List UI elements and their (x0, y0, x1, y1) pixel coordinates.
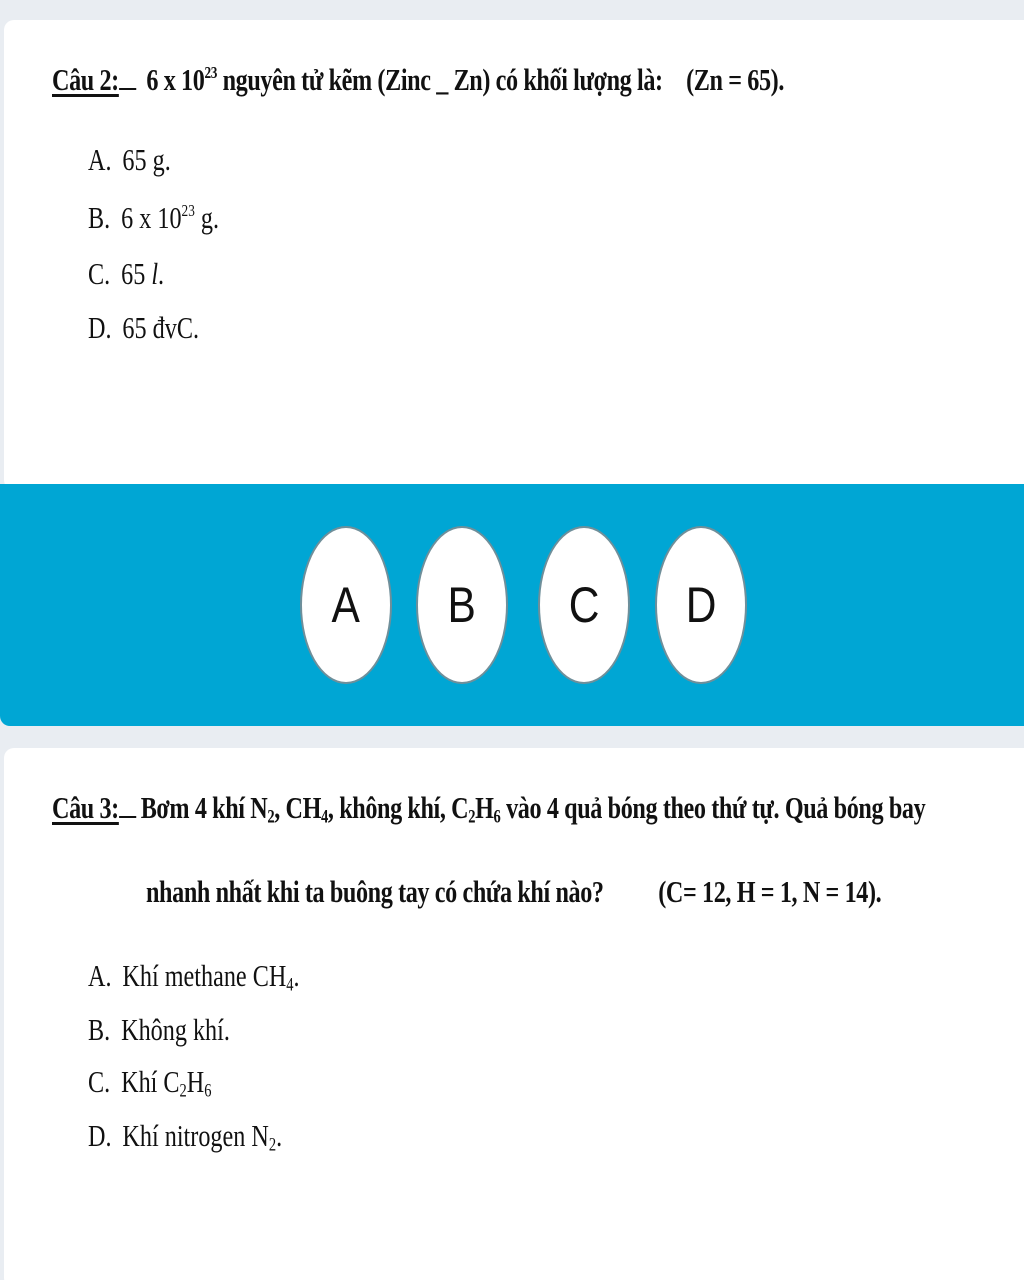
subscript: 4 (286, 974, 294, 996)
subscript: 4 (321, 806, 328, 828)
option-exponent: 23 (181, 201, 195, 221)
option-text: H (186, 1064, 205, 1099)
question-2-exponent: 23 (204, 63, 217, 83)
question-2-option-b (88, 200, 219, 236)
question-2-title (52, 62, 784, 98)
question-3-text: , không khí, C (327, 790, 469, 825)
option-text: Khí nitrogen N (122, 1118, 269, 1153)
question-3-option-d (88, 1118, 282, 1154)
subscript: 2 (179, 1080, 187, 1102)
option-unit: l (151, 256, 159, 291)
option-letter: B. (88, 200, 111, 235)
option-text: 65 g. (122, 142, 171, 177)
question-2-option-d (88, 310, 199, 346)
question-3-label-underline (119, 792, 136, 818)
subscript: 2 (468, 806, 476, 828)
option-letter: D. (88, 310, 112, 345)
question-3-text: , CH (274, 790, 322, 825)
option-text-end: . (158, 256, 165, 291)
option-text-post: g. (194, 200, 220, 235)
option-letter: A. (88, 142, 112, 177)
question-3-text: Bơm 4 khí N (140, 790, 268, 825)
question-2-given: (Zn = 65). (686, 62, 785, 97)
option-text-end: . (276, 1118, 283, 1153)
option-text-pre: 6 x 10 (121, 200, 182, 235)
option-text-end: . (293, 958, 300, 993)
answer-button-d[interactable] (655, 526, 747, 684)
question-3-option-a (88, 958, 300, 994)
answer-button-label: C (568, 577, 600, 633)
question-3-option-c (88, 1064, 212, 1100)
option-text: Không khí. (121, 1012, 230, 1047)
option-letter: B. (88, 1012, 111, 1047)
option-letter: D. (88, 1118, 112, 1153)
answer-button-a[interactable] (300, 526, 392, 684)
answer-button-label: B (447, 577, 477, 633)
question-2-option-a (88, 142, 171, 178)
option-text: Khí C (121, 1064, 180, 1099)
answer-band (0, 484, 1024, 726)
question-2-text-post: nguyên tử kẽm (Zinc _ Zn) có khối lượng là: (216, 62, 663, 97)
question-2-option-c (88, 256, 164, 292)
option-letter: C. (88, 1064, 111, 1099)
option-letter: C. (88, 256, 111, 291)
option-text: Khí methane CH (122, 958, 287, 993)
question-3-label: Câu 3: (52, 790, 119, 825)
option-text: 65 (121, 256, 152, 291)
subscript: 2 (268, 1134, 277, 1156)
answer-button-label: D (685, 577, 717, 633)
question-2-label: Câu 2: (52, 62, 119, 97)
question-3-given: (C= 12, H = 1, N = 14). (658, 874, 882, 909)
answer-button-b[interactable] (416, 526, 508, 684)
question-3-text: vào 4 quả bóng theo thứ tự. Quả bóng bay (500, 790, 926, 825)
answer-button-c[interactable] (538, 526, 630, 684)
option-letter: A. (88, 958, 112, 993)
option-text: 65 đvC. (122, 310, 200, 345)
question-2-label-underline (119, 64, 136, 90)
subscript: 6 (493, 806, 501, 828)
question-3-option-b (88, 1012, 230, 1048)
question-3-line-2 (146, 874, 881, 910)
question-3-text: H (475, 790, 494, 825)
answer-button-label: A (331, 577, 361, 633)
subscript: 6 (204, 1080, 212, 1102)
question-3-text: nhanh nhất khi ta buông tay có chứa khí nào? (146, 874, 604, 909)
subscript: 2 (267, 806, 275, 828)
question-3-title (52, 790, 925, 826)
question-2-text-pre: 6 x 10 (146, 62, 205, 97)
